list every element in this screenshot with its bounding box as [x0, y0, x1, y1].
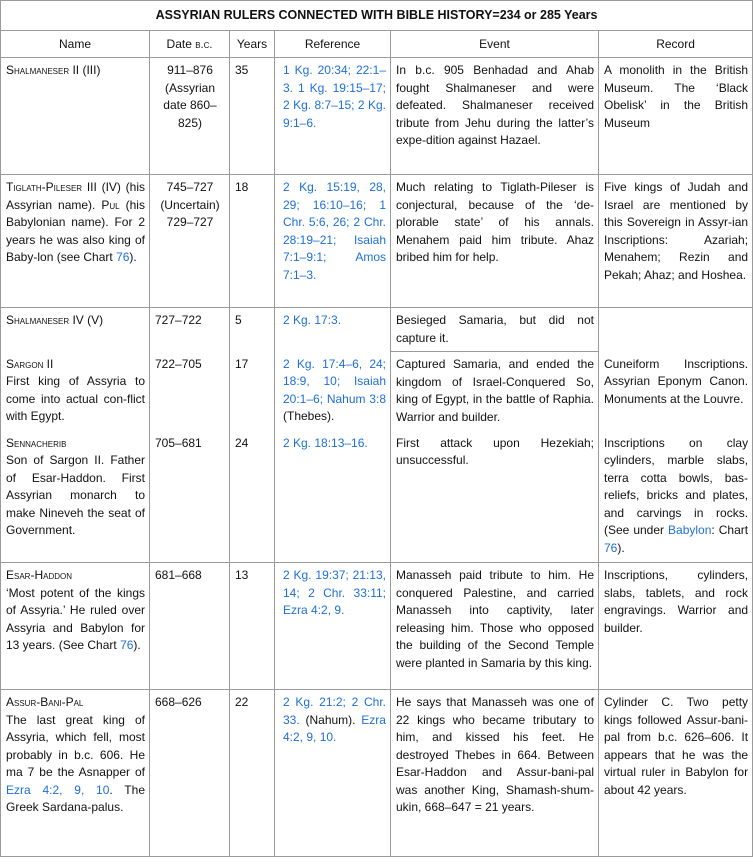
ruler-event: In b.c. 905 Benhadad and Ahab fought Shalmaneser and were defeated. Shalmaneser received tribute from Jehu during the latter’s expe-dition against Hazael.	[391, 58, 599, 175]
header-reference: Reference	[275, 30, 391, 58]
header-row	[1, 30, 753, 58]
chart-link[interactable]: 76	[120, 638, 134, 652]
ruler-event: Much relating to Tiglath-Pileser is conjectural, because of the ‘de-plorable state’ of his annals. Menahem paid him tribute. Ahaz bribed him for help.	[391, 175, 599, 308]
table-row	[1, 352, 753, 431]
ruler-years: 24	[230, 431, 275, 563]
ruler-years: 13	[230, 563, 275, 690]
ruler-years: 18	[230, 175, 275, 308]
ruler-alt-name: Pul	[101, 197, 120, 212]
ruler-date: 668–626	[150, 690, 230, 857]
table-title: ASSYRIAN RULERS CONNECTED WITH BIBLE HISTORY=234 or 285 Years	[1, 1, 753, 31]
scripture-reference-link[interactable]: 2 Kg. 18:13–16.	[275, 431, 391, 563]
ruler-record: Five kings of Judah and Israel are mentioned by this Sovereign in Assyr-ian Inscriptions: Azariah; Menahem; Rezin and Pekah; Ahaz; and Hoshea.	[599, 175, 753, 308]
ruler-name-cell	[1, 563, 150, 690]
ruler-name: Assur-Bani-Pal	[6, 695, 84, 709]
header-date-unit: b.c.	[195, 38, 213, 51]
ruler-event: He says that Manasseh was one of 22 kings who became tributary to him, and kissed his feet. He destroyed Thebes in 664. Between Esar-Haddon and Assur-bani-pal was another King, Shamash-shum-ukin, 668–647 = 21 years.	[391, 690, 599, 857]
ruler-date: 911–876 (Assyrian date 860–825)	[150, 58, 230, 175]
ruler-name-cell	[1, 175, 150, 308]
ruler-years: 35	[230, 58, 275, 175]
scripture-reference-link[interactable]: Ezra 4:2, 9, 10.	[283, 712, 386, 744]
ruler-record: Cylinder C. Two petty kings followed Assur-bani-pal from b.c. 626–606. It appears that he was the virtual ruler in Babylon for about 42 years.	[599, 690, 753, 857]
ruler-event: Captured Samaria, and ended the kingdom of Israel-Conquered So, king of Egypt, in the battle of Raphia. Warrior and builder.	[391, 352, 599, 431]
ruler-name-cell	[1, 431, 150, 563]
chart-link[interactable]: 76	[604, 540, 618, 555]
ruler-name-note: (his Babylonian name). For 2 years he was also king of Baby-lon (see Chart	[6, 197, 145, 264]
header-record: Record	[599, 30, 753, 58]
scripture-reference-link[interactable]: 2 Kg. 21:2; 2 Chr. 33.	[283, 695, 386, 727]
chart-link[interactable]: 76	[116, 250, 130, 264]
ruler-record: Inscriptions, cylinders, slabs, tablets, and rock engravings. Warrior and builder.	[599, 563, 753, 690]
scripture-reference-link[interactable]: 1 Kg. 20:34; 22:1–3. 1 Kg. 19:15–17; 2 Kg. 8:7–15; 2 Kg. 9:1–6.	[275, 58, 391, 175]
ruler-name-tail: ).	[133, 638, 141, 652]
ruler-years: 17	[230, 352, 275, 431]
ruler-reference-cell	[275, 690, 391, 857]
header-date-label: Date	[166, 36, 192, 51]
reference-note: (Nahum).	[305, 712, 356, 727]
ruler-name: Sennacherib	[6, 435, 67, 450]
table-row	[1, 690, 753, 857]
ruler-record: Inscriptions on clay cylinders, marble slabs, terra cotta bowls, bas-reliefs, bricks and plates, and carvings in rocks. (See under	[604, 435, 749, 537]
ruler-event: Manasseh paid tribute to him. He conquered Palestine, and carried Manasseh into captivity, later releasing him. Those who opposed the building of the Second Temple were planted in Samaria by this king.	[391, 563, 599, 690]
scripture-reference-link[interactable]: 2 Kg. 19:37; 21:13, 14; 2 Chr. 33:11; Ezra 4:2, 9.	[275, 563, 391, 690]
ruler-name: Tiglath-Pileser III (IV)	[6, 180, 121, 194]
ruler-record: Cuneiform Inscriptions. Assyrian Eponym Canon. Monuments at the Louvre.	[599, 352, 753, 431]
ruler-date: 681–668	[150, 563, 230, 690]
ruler-date: 727–722	[150, 308, 230, 352]
ruler-name-tail: ).	[129, 250, 137, 264]
ruler-date: 722–705	[150, 352, 230, 431]
babylon-link[interactable]: Babylon	[668, 523, 712, 537]
ruler-name-note: ‘Most potent of the kings of Assyria.’ He ruled over Assyria and Babylon for 13 years. (See Chart	[6, 585, 145, 652]
ruler-reference-cell	[275, 352, 391, 431]
record-tail: ).	[617, 540, 625, 555]
record-mid: : Chart	[711, 523, 749, 537]
title-row	[1, 1, 753, 31]
table-row	[1, 58, 753, 175]
ruler-years: 22	[230, 690, 275, 857]
ruler-name: Esar-Haddon	[6, 568, 73, 582]
ruler-name: Sargon II	[6, 356, 54, 371]
ruler-name-note: . The Greek Sardana-palus.	[6, 782, 145, 814]
table-row	[1, 175, 753, 308]
header-date	[150, 30, 230, 58]
ruler-record-cell	[599, 431, 753, 563]
ruler-event: Besieged Samaria, but did not capture it.	[391, 308, 599, 352]
scripture-reference-link[interactable]: 2 Kg. 15:19, 28, 29; 16:10–16; 1 Chr. 5:6, 26; 2 Chr. 28:19–21; Isaiah 7:1–9:1; Amos 7:1–3.	[275, 175, 391, 308]
ruler-name-note: (his Assyrian name).	[6, 180, 145, 212]
ruler-name-cell	[1, 352, 150, 431]
table-row	[1, 308, 753, 352]
ruler-date: 745–727 (Uncertain) 729–727	[150, 175, 230, 308]
ruler-record: A monolith in the British Museum. The ‘Black Obelisk’ in the British Museum	[599, 58, 753, 175]
ruler-name-note: Son of Sargon II. Father of Esar-Haddon. First Assyrian monarch to make Nineveh the seat of Government.	[6, 453, 145, 537]
scripture-reference-link[interactable]: 2 Kg. 17:3.	[275, 308, 391, 352]
ruler-name-note: The last great king of Assyria, which fell, most probably in b.c. 606. He ma 7 be the Asnapper of	[6, 712, 145, 779]
header-name: Name	[1, 30, 150, 58]
ruler-date: 705–681	[150, 431, 230, 563]
ruler-name: Shalmaneser IV (V)	[1, 308, 150, 352]
header-years: Years	[230, 30, 275, 58]
table-row	[1, 563, 753, 690]
reference-note: (Thebes).	[283, 409, 335, 423]
ruler-name-cell	[1, 690, 150, 857]
header-event: Event	[391, 30, 599, 58]
ruler-name-note: First king of Assyria to come into actual con-flict with Egypt.	[6, 374, 145, 423]
ruler-years: 5	[230, 308, 275, 352]
ruler-record	[599, 308, 753, 352]
ruler-event: First attack upon Hezekiah; unsuccessful.	[391, 431, 599, 563]
scripture-reference-link[interactable]: 2 Kg. 17:4–6, 24; 18:9, 10; Isaiah 20:1–6; Nahum 3:8	[283, 356, 386, 406]
table-row	[1, 431, 753, 563]
scripture-reference-link[interactable]: Ezra 4:2, 9, 10	[6, 782, 110, 797]
ruler-name: Shalmaneser II (III)	[1, 58, 150, 175]
